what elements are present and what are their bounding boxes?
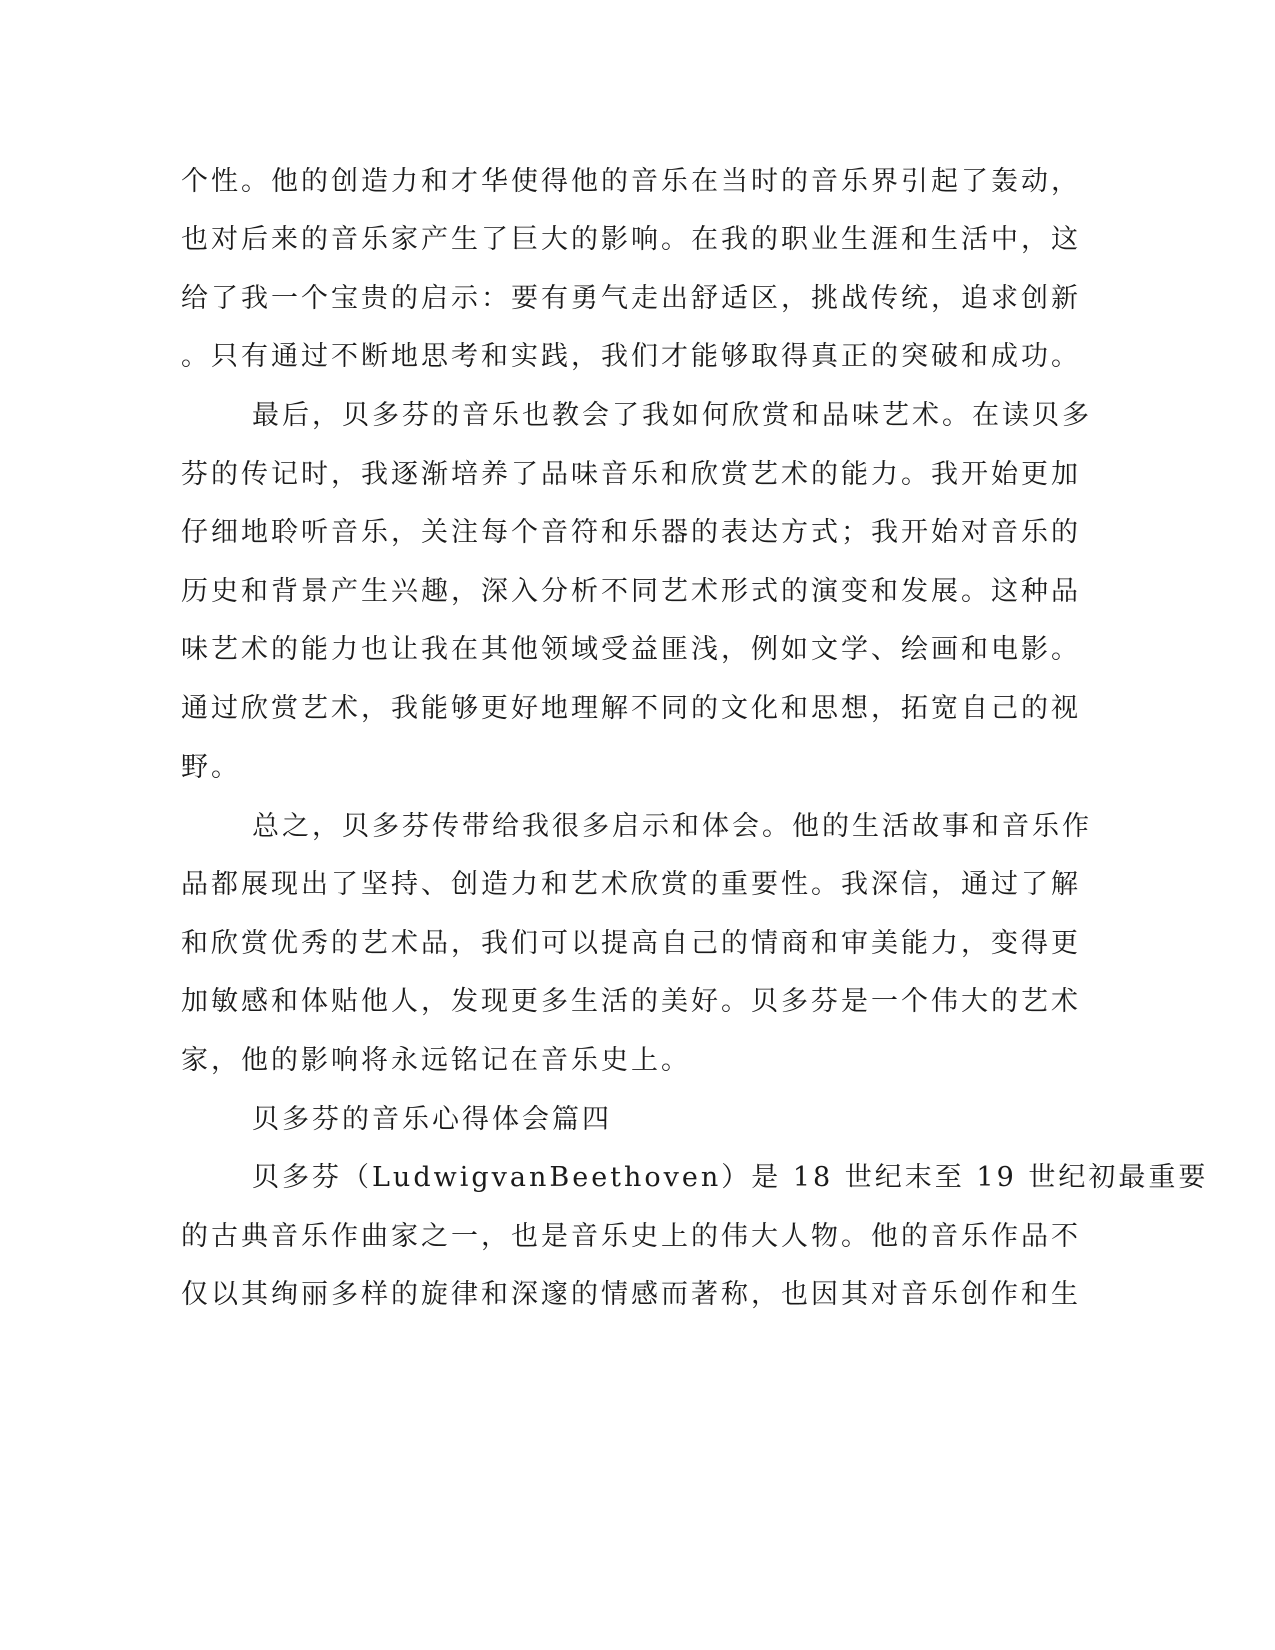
text-line: 品都展现出了坚持、创造力和艺术欣赏的重要性。我深信，通过了解 [181, 869, 1081, 900]
text-line: 芬的传记时，我逐渐培养了品味音乐和欣赏艺术的能力。我开始更加 [181, 459, 1081, 490]
text-line: 家，他的影响将永远铭记在音乐史上。 [181, 1045, 691, 1076]
text-line: 仔细地聆听音乐，关注每个音符和乐器的表达方式；我开始对音乐的 [181, 517, 1081, 548]
text-line: 味艺术的能力也让我在其他领域受益匪浅，例如文学、绘画和电影。 [181, 634, 1081, 665]
paragraph-first-line: 总之，贝多芬传带给我很多启示和体会。他的生活故事和音乐作 [252, 811, 1092, 842]
text-line: 仅以其绚丽多样的旋律和深邃的情感而著称，也因其对音乐创作和生 [181, 1279, 1081, 1310]
text-line: 加敏感和体贴他人，发现更多生活的美好。贝多芬是一个伟大的艺术 [181, 986, 1081, 1017]
text-line: 历史和背景产生兴趣，深入分析不同艺术形式的演变和发展。这种品 [181, 576, 1081, 607]
text-line: 给了我一个宝贵的启示：要有勇气走出舒适区，挑战传统，追求创新 [181, 283, 1081, 314]
text-line: 野。 [181, 752, 241, 783]
paragraph-first-line: 最后，贝多芬的音乐也教会了我如何欣赏和品味艺术。在读贝多 [252, 400, 1092, 431]
text-line: 个性。他的创造力和才华使得他的音乐在当时的音乐界引起了轰动， [181, 166, 1081, 197]
paragraph-first-line: 贝多芬（LudwigvanBeethoven）是 18 世纪末至 19 世纪初最重要 [252, 1162, 1209, 1193]
section-heading: 贝多芬的音乐心得体会篇四 [252, 1104, 612, 1135]
text-line: 通过欣赏艺术，我能够更好地理解不同的文化和思想，拓宽自己的视 [181, 693, 1081, 724]
text-line: 也对后来的音乐家产生了巨大的影响。在我的职业生涯和生活中，这 [181, 224, 1081, 255]
text-line: 和欣赏优秀的艺术品，我们可以提高自己的情商和审美能力，变得更 [181, 928, 1081, 959]
text-line: 。只有通过不断地思考和实践，我们才能够取得真正的突破和成功。 [181, 341, 1081, 372]
text-line: 的古典音乐作曲家之一，也是音乐史上的伟大人物。他的音乐作品不 [181, 1221, 1081, 1252]
